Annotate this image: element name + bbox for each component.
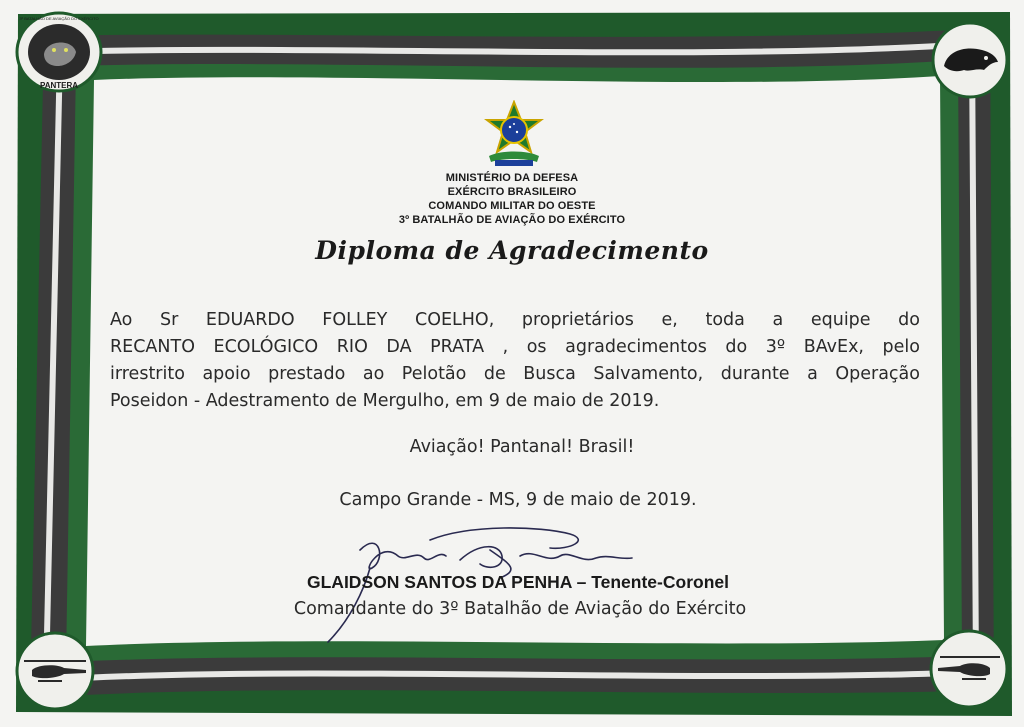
body-line: Poseidon - Adestramento de Mergulho, em 9 de maio de 2019.	[110, 391, 660, 411]
diploma-body	[110, 307, 920, 415]
body-line: RECANTO ECOLÓGICO RIO DA PRATA , os agradecimentos do 3º BAvEx, pelo	[110, 337, 920, 357]
header-line-battalion: 3º BATALHÃO DE AVIAÇÃO DO EXÉRCITO	[398, 214, 626, 226]
place-date: Campo Grande - MS, 9 de maio de 2019.	[339, 490, 697, 510]
body-line: Ao Sr EDUARDO FOLLEY COELHO, proprietários e, toda a equipe do	[110, 310, 920, 330]
badge-name: PANTERA	[39, 81, 79, 90]
issuer-header	[0, 171, 1024, 227]
motto: Aviação! Pantanal! Brasil!	[409, 437, 635, 457]
header-line-ministry: MINISTÉRIO DA DEFESA	[445, 172, 579, 184]
header-line-command: COMANDO MILITAR DO OESTE	[428, 200, 596, 212]
brazil-coat-of-arms-emblem	[481, 100, 547, 170]
signer-role: Comandante do 3º Batalhão de Aviação do Exército	[293, 599, 747, 619]
diploma-title: Diploma de Agradecimento	[315, 236, 709, 265]
signer-name-rank: GLAIDSON SANTOS DA PENHA – Tenente-Coronel	[307, 572, 729, 592]
header-line-army: EXÉRCITO BRASILEIRO	[447, 186, 577, 198]
body-line: irrestrito apoio prestado ao Pelotão de Busca Salvamento, durante a Operação	[110, 364, 920, 384]
badge-ring-text: 3º BATALHÃO DE AVIAÇÃO DO EXÉRCITO	[19, 16, 99, 21]
